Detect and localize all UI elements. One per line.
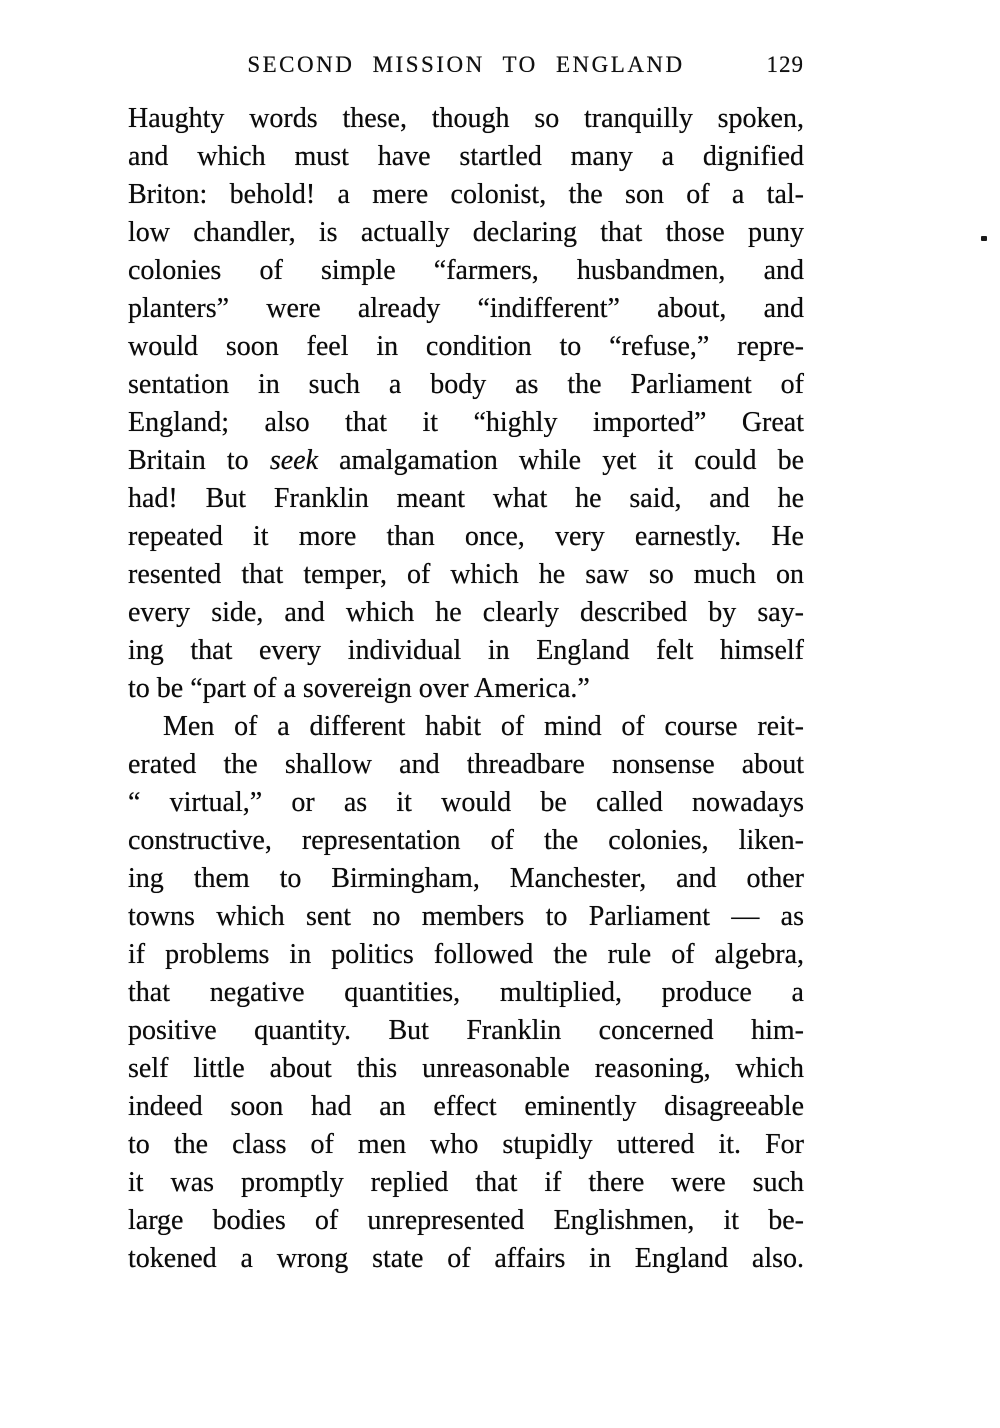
text-line: erated the shallow and threadbare nonsense about [128,749,804,780]
text-line-with-italic [128,442,804,480]
text-line: “ virtual,” or as it would be called nowadays [128,787,804,818]
text-line: and which must have startled many a dignified [128,141,804,172]
text-line: Haughty words these, though so tranquilly spoken, [128,103,804,134]
text-segment: amalgamation while yet it could be [318,445,804,476]
text-line: repeated it more than once, very earnestly. He [128,521,804,552]
text-line: every side, and which he clearly described by say- [128,597,804,628]
text-line: it was promptly replied that if there were such [128,1167,804,1198]
text-line: positive quantity. But Franklin concerned him- [128,1015,804,1046]
page-number: 129 [766,52,804,77]
text-line: tokened a wrong state of affairs in England also. [128,1243,804,1274]
text-line: indeed soon had an effect eminently disagreeable [128,1091,804,1122]
running-header [128,52,804,82]
text-line: that negative quantities, multiplied, produce a [128,977,804,1008]
text-line: to the class of men who stupidly uttered it. For [128,1129,804,1160]
text-line: resented that temper, of which he saw so much on [128,559,804,590]
italic-word: seek [269,445,318,476]
text-line: England; also that it “highly imported” Great [128,407,804,438]
text-line: large bodies of unrepresented Englishmen, it be- [128,1205,804,1236]
text-line: if problems in politics followed the rule of algebra, [128,939,804,970]
text-line: colonies of simple “farmers, husbandmen, and [128,255,804,286]
text-line: planters” were already “indifferent” about, and [128,293,804,324]
paragraph-first-line: Men of a different habit of mind of course reit- [163,711,804,742]
text-line: sentation in such a body as the Parliament of [128,369,804,400]
text-line: self little about this unreasonable reasoning, which [128,1053,804,1084]
text-line: towns which sent no members to Parliament — as [128,901,804,932]
text-line: had! But Franklin meant what he said, and he [128,483,804,514]
paragraph-1 [128,100,804,708]
text-line: constructive, representation of the colonies, liken- [128,825,804,856]
text-line: ing them to Birmingham, Manchester, and other [128,863,804,894]
paragraph-last-line: to be “part of a sovereign over America.” [128,673,590,704]
scan-artifact [981,236,987,241]
text-line: low chandler, is actually declaring that those puny [128,217,804,248]
chapter-title: SECOND MISSION TO ENGLAND [247,52,685,77]
page-body [128,100,804,1278]
text-line: Briton: behold! a mere colonist, the son of a tal- [128,179,804,210]
text-line: ing that every individual in England felt himself [128,635,804,666]
paragraph-2 [128,708,804,1278]
text-segment: Britain to [128,445,270,476]
text-line: would soon feel in condition to “refuse,” repre- [128,331,804,362]
